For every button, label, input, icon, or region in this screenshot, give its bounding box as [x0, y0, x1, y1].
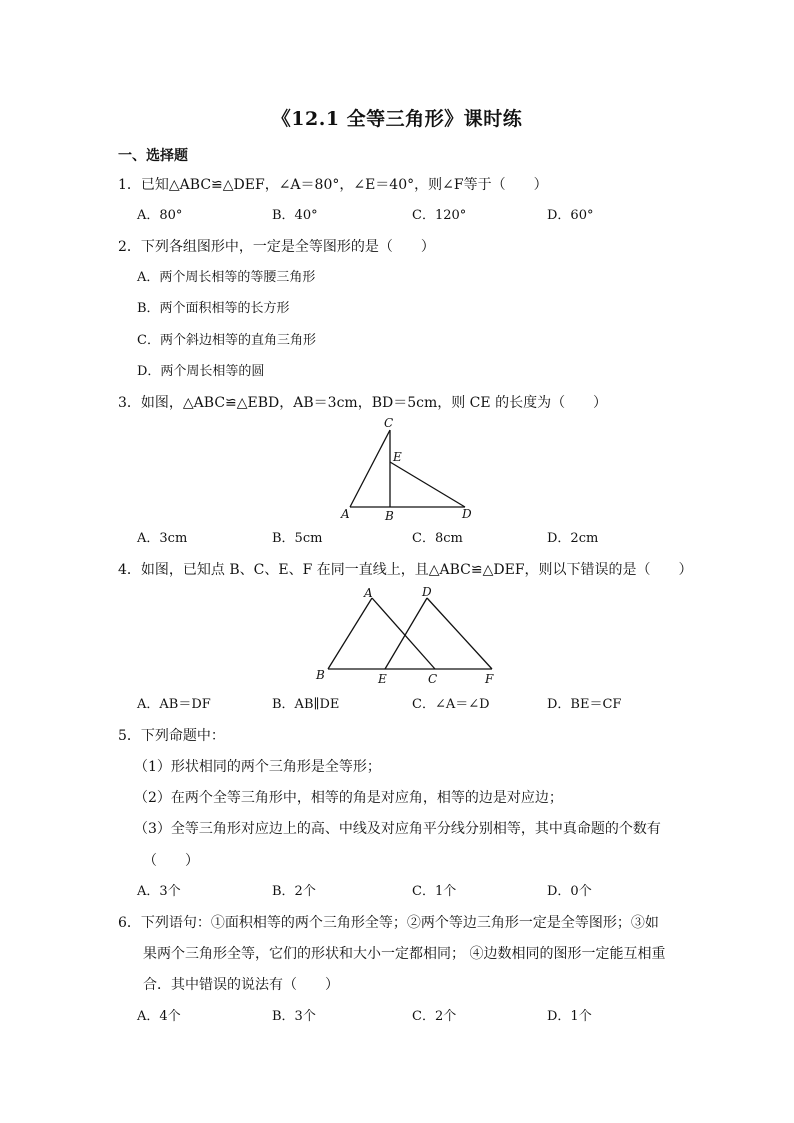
- q3-segment-ac: [350, 430, 390, 507]
- q3-triangle-figure: [330, 415, 480, 525]
- page-title: 《12.1 全等三角形》课时练: [271, 108, 523, 130]
- q2-stem: 2．下列各组图形中，一定是全等图形的是（ ）: [118, 239, 435, 255]
- q3-label-e: E: [393, 450, 402, 464]
- q4-segment-ac: [372, 598, 435, 669]
- q6-stem-line-1: 6．下列语句：①面积相等的两个三角形全等；②两个等边三角形一定是全等图形；③如: [118, 915, 659, 931]
- q3-label-a: A: [341, 507, 350, 521]
- q4-label-d: D: [422, 585, 432, 599]
- q4-option-b[interactable]: B．AB∥DE: [272, 697, 340, 712]
- q1-option-b[interactable]: B．40°: [272, 208, 318, 223]
- q5-answer-blank: （ ）: [143, 853, 199, 869]
- q4-label-b: B: [316, 668, 325, 682]
- q5-statement-2: （2）在两个全等三角形中，相等的角是对应角，相等的边是对应边；: [134, 790, 563, 806]
- q6-option-c[interactable]: C．2个: [412, 1009, 457, 1024]
- q3-label-c: C: [384, 416, 394, 430]
- q3-label-d: D: [462, 507, 472, 521]
- q3-option-a[interactable]: A．3cm: [137, 531, 188, 546]
- q2-option-c[interactable]: C．两个斜边相等的直角三角形: [137, 333, 316, 348]
- q6-stem-line-2: 果两个三角形全等，它们的形状和大小一定都相同； ④边数相同的图形一定能互相重: [143, 946, 666, 962]
- q3-option-d[interactable]: D．2cm: [547, 531, 599, 546]
- q4-segment-ab: [328, 598, 372, 669]
- q4-label-c: C: [428, 672, 438, 686]
- q4-label-a: A: [364, 586, 373, 600]
- q6-stem-line-3: 合．其中错误的说法有（ ）: [143, 977, 339, 993]
- q3-stem: 3．如图，△ABC≌△EBD，AB＝3cm，BD＝5cm，则 CE 的长度为（ ）: [118, 395, 608, 411]
- q4-option-d[interactable]: D．BE＝CF: [547, 697, 622, 712]
- q2-option-a[interactable]: A．两个周长相等的等腰三角形: [137, 270, 316, 285]
- q3-option-c[interactable]: C．8cm: [412, 531, 463, 546]
- q4-segment-df: [427, 598, 492, 669]
- q4-option-c[interactable]: C．∠A＝∠D: [412, 697, 490, 712]
- q4-stem: 4．如图，已知点 B、C、E、F 在同一直线上，且△ABC≌△DEF，则以下错误的是（ ）: [118, 562, 693, 578]
- q2-option-d[interactable]: D．两个周长相等的圆: [137, 364, 265, 379]
- q6-option-d[interactable]: D．1个: [547, 1009, 592, 1024]
- q5-statement-1: （1）形状相同的两个三角形是全等形；: [134, 759, 381, 775]
- section-heading: 一、选择题: [118, 148, 188, 164]
- q4-label-f: F: [485, 672, 494, 686]
- q5-option-a[interactable]: A．3个: [137, 884, 181, 899]
- q1-option-c[interactable]: C．120°: [412, 208, 467, 223]
- q5-statement-3: （3）全等三角形对应边上的高、中线及对应角平分线分别相等，其中真命题的个数有: [134, 821, 661, 837]
- q3-segment-ed: [390, 462, 465, 507]
- q3-label-b: B: [385, 509, 394, 523]
- q1-option-d[interactable]: D．60°: [547, 208, 594, 223]
- q6-option-a[interactable]: A．4个: [137, 1009, 181, 1024]
- q5-stem: 5．下列命题中：: [118, 728, 225, 744]
- q5-option-b[interactable]: B．2个: [272, 884, 316, 899]
- q4-triangles-figure: [310, 583, 500, 688]
- q1-stem: 1．已知△ABC≌△DEF，∠A＝80°，∠E＝40°，则∠F等于（ ）: [118, 177, 548, 193]
- q4-label-e: E: [378, 672, 387, 686]
- q6-option-b[interactable]: B．3个: [272, 1009, 316, 1024]
- q2-option-b[interactable]: B．两个面积相等的长方形: [137, 301, 290, 316]
- q5-option-d[interactable]: D．0个: [547, 884, 592, 899]
- q1-option-a[interactable]: A．80°: [137, 208, 183, 223]
- q5-option-c[interactable]: C．1个: [412, 884, 457, 899]
- q4-option-a[interactable]: A．AB＝DF: [137, 697, 211, 712]
- q4-segment-de: [385, 598, 427, 669]
- q3-option-b[interactable]: B．5cm: [272, 531, 323, 546]
